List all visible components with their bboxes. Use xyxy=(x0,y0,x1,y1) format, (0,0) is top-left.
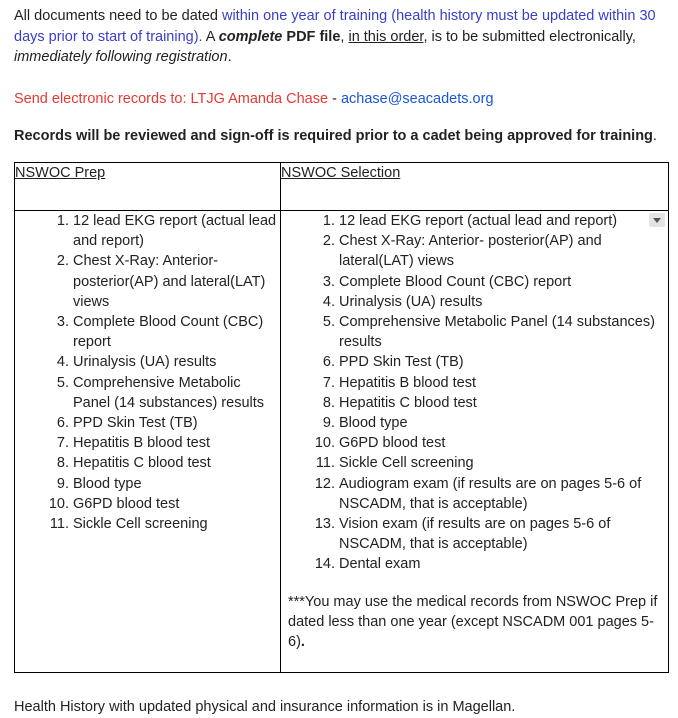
selection-list-cell[interactable] xyxy=(281,211,669,673)
prep-header-cell xyxy=(15,163,281,211)
intro-complete-word: complete xyxy=(218,28,283,45)
intro-order-phrase: in this order xyxy=(348,28,424,45)
list-item: 12. Audiogram exam (if results are on pages 5-6 of NSCADM, that is acceptable) xyxy=(339,474,668,514)
list-item: 10. G6PD blood test xyxy=(339,433,668,453)
review-notice-text: Records will be reviewed and sign-off is required prior to a cadet being approved for training xyxy=(14,128,653,144)
send-records-label: Send electronic records to: LTJG Amanda Chase xyxy=(14,90,329,107)
list-item: 7. Hepatitis B blood test xyxy=(339,373,668,393)
prep-requirements-list xyxy=(15,211,280,534)
cell-dropdown-icon[interactable] xyxy=(649,213,665,227)
list-item: 1. 12 lead EKG report (actual lead and report) xyxy=(73,211,280,251)
list-item: 6. PPD Skin Test (TB) xyxy=(339,352,668,372)
intro-text: . xyxy=(227,49,232,65)
send-records-line xyxy=(14,89,668,110)
list-item: 3. Complete Blood Count (CBC) report xyxy=(339,272,668,292)
prep-heading: NSWOC Prep xyxy=(15,165,106,181)
table-header-row xyxy=(15,163,669,211)
intro-paragraph xyxy=(14,6,668,68)
list-item: 11. Sickle Cell screening xyxy=(339,453,668,473)
intro-pdf-file-text: PDF file xyxy=(282,28,341,45)
list-item: 13. Vision exam (if results are on pages 5-6 of NSCADM, that is acceptable) xyxy=(339,514,668,554)
list-item: 2. Chest X-Ray: Anterior- posterior(AP) and lateral(LAT) views xyxy=(73,251,280,312)
records-table xyxy=(14,162,669,673)
list-item: 7. Hepatitis B blood test xyxy=(73,433,280,453)
intro-text: , xyxy=(340,28,349,45)
list-item: 3. Complete Blood Count (CBC) report xyxy=(73,312,280,352)
selection-note xyxy=(281,592,668,653)
list-item: 14. Dental exam xyxy=(339,554,668,574)
list-item: 1. 12 lead EKG report (actual lead and report) xyxy=(339,211,668,231)
list-item: 5. Comprehensive Metabolic Panel (14 substances) results xyxy=(73,373,280,413)
send-separator: - xyxy=(328,90,341,107)
list-item: 11. Sickle Cell screening xyxy=(73,514,280,534)
selection-header-cell xyxy=(281,163,669,211)
selection-note-end: . xyxy=(300,634,305,651)
list-item: 4. Urinalysis (UA) results xyxy=(73,352,280,372)
footer-note: Health History with updated physical and insurance information is in Magellan. xyxy=(14,699,516,715)
selection-heading: NSWOC Selection xyxy=(281,165,401,181)
list-item: 2. Chest X-Ray: Anterior- posterior(AP) and lateral(LAT) views xyxy=(339,231,668,271)
list-item: 4. Urinalysis (UA) results xyxy=(339,292,668,312)
list-item: 9. Blood type xyxy=(339,413,668,433)
contact-email-link[interactable]: achase@seacadets.org xyxy=(340,90,494,107)
list-item: 6. PPD Skin Test (TB) xyxy=(73,413,280,433)
list-item: 8. Hepatitis C blood test xyxy=(339,393,668,413)
selection-requirements-list xyxy=(281,211,668,575)
intro-text: A xyxy=(202,28,219,45)
selection-note-text: ***You may use the medical records from NSWOC Prep if dated less than one year (except NSCADM 001 pages 5-6) xyxy=(288,593,658,651)
intro-text: , is to be submitted electronically, xyxy=(423,28,636,45)
review-notice-end: . xyxy=(652,128,657,144)
prep-list-cell[interactable] xyxy=(15,211,281,673)
intro-deadline-text: within one year of training (health history must be updated within 30 days prior to start of training). xyxy=(14,8,656,45)
intro-text: All documents need to be dated xyxy=(14,8,222,24)
list-item: 5. Comprehensive Metabolic Panel (14 substances) results xyxy=(339,312,668,352)
table-body-row xyxy=(15,211,669,673)
intro-timing-phrase: immediately following registration xyxy=(14,49,228,65)
review-notice xyxy=(14,126,668,147)
list-item: 8. Hepatitis C blood test xyxy=(73,453,280,473)
list-item: 9. Blood type xyxy=(73,474,280,494)
list-item: 10. G6PD blood test xyxy=(73,494,280,514)
